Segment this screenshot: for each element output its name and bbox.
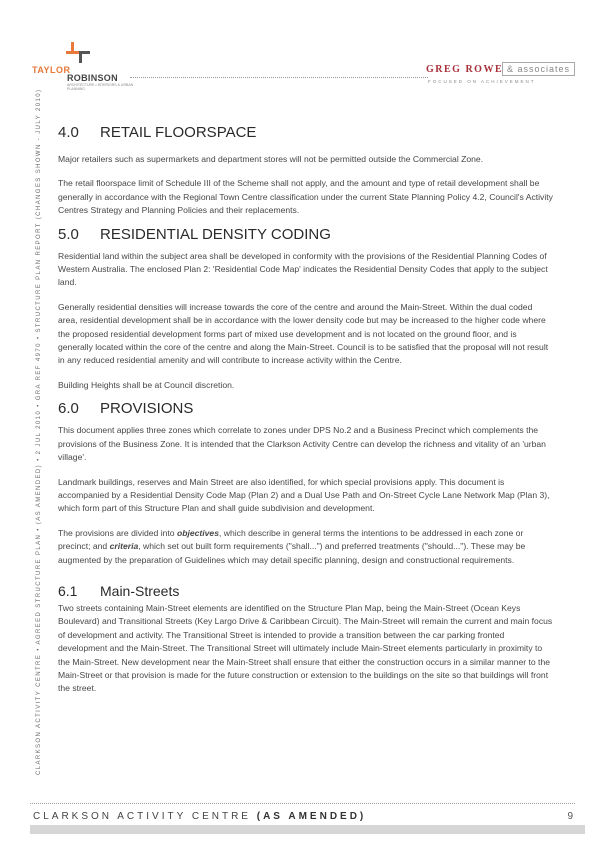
- logo-right-tagline: FOCUSED ON ACHIEVEMENT: [428, 79, 536, 84]
- greg-rowe-logo: [426, 62, 578, 90]
- paragraph-text: The provisions are divided into: [58, 527, 177, 538]
- page-number: 9: [567, 811, 573, 822]
- logo-left-line2: ROBINSON: [67, 73, 118, 83]
- section-4-heading: [58, 124, 553, 141]
- section-6-heading: [58, 400, 553, 417]
- section-number: 4.0: [58, 124, 79, 141]
- logo-right-name: GREG ROWE: [426, 64, 504, 75]
- term-objectives: objectives: [176, 527, 219, 538]
- section-6-1-heading: [58, 583, 553, 599]
- side-document-reference: CLARKSON ACTIVITY CENTRE • AGREED STRUCTURE PLAN • (AS AMENDED) • 2 JUL 2010 • GRA REF 4970 • STRUCTURE PLAN REPORT (CHANGES SHOWN - JULY 2010): [36, 88, 42, 775]
- paragraph: Major retailers such as supermarkets and department stores will not be permitted outside the Commercial Zone.: [58, 154, 484, 164]
- paragraph: [58, 527, 553, 567]
- footer-title-text: CLARKSON ACTIVITY CENTRE: [33, 811, 251, 822]
- paragraph: The retail floorspace limit of Schedule III of the Scheme shall not apply, and the amount and type of retail development shall be generally in accordance with the Regional Town Centre classification under the current State Planning Policy 4.2, Council's Activity Centres Strategy and Planning Policies and their replacements.: [58, 178, 553, 216]
- logo-left-tagline: ARCHITECTURE • INTERIORS & URBAN PLANNING: [67, 83, 134, 91]
- section-title: PROVISIONS: [100, 400, 194, 418]
- section-number: 6.1: [58, 582, 78, 599]
- section-number: 5.0: [58, 225, 79, 243]
- section-5-heading: [58, 226, 553, 243]
- paragraph: Building Heights shall be at Council discretion.: [58, 379, 235, 390]
- logo-right-assoc: & associates: [502, 62, 575, 76]
- section-title: RESIDENTIAL DENSITY CODING: [100, 225, 331, 243]
- taylor-robinson-mark-icon: [66, 42, 90, 62]
- term-criteria: criteria: [109, 541, 139, 552]
- taylor-robinson-logo: [30, 42, 140, 92]
- paragraph: This document applies three zones which correlate to zones under DPS No.2 and a Business Precinct which complements the provisions of the Business Zone. It is intended that the Clarkson Activity Centre can develop the richness and vitality of an 'urban village'.: [58, 425, 546, 463]
- footer-divider: [30, 803, 575, 804]
- footer-title: [33, 811, 366, 822]
- paragraph: Generally residential densities will increase towards the core of the centre and around the Main-Street. Within the dual coded area, residential development shall be in accordance with the lower density code but may be increased to the higher code where the proposed residential development forms part of mixed use development and is not located on the ground floor, and is generally located within the core of the centre and along the Main-Street. Council is to be satisfied that the proposal will not result in any reduced residential amenity and will contribute to increase activity within the Centre.: [58, 301, 549, 366]
- logo-left-line1: TAYLOR: [32, 65, 71, 75]
- section-title: RETAIL FLOORSPACE: [100, 124, 257, 141]
- paragraph-text: , which describe in general terms the intentions to be addressed in each zone or precinct; and: [58, 527, 524, 552]
- section-title: Main-Streets: [100, 582, 180, 599]
- footer-title-bold: (AS AMENDED): [256, 811, 367, 822]
- section-number: 6.0: [58, 400, 79, 418]
- document-body: [58, 120, 553, 696]
- paragraph: Two streets containing Main-Street elements are identified on the Structure Plan Map, being the Main-Street (Ocean Keys Boulevard) and Transitional Streets (Key Largo Drive & Caribbean Circuit). The Main-Street will remain the current and main focus of development and activity. The Transitional Street is intended to provide a transition between the car parking fronted development and the Main-Street. The Transitional Street will ultimately include Main-Street elements particularly in proximity to the Main-Street. New development near the Main-Street shall ensure that either the construction occurs in a similar manner to the Main-Street or that provision is made for the future construction or extension to the buildings on the site so that buildings will front the street.: [58, 602, 553, 694]
- header-divider: [130, 77, 428, 78]
- paragraph: Landmark buildings, reserves and Main Street are also identified, for which special provisions apply. This document is accompanied by a Residential Density Code Map (Plan 2) and a Dual Use Path and On-Street Cycle Lane Network Map (Plan 3), which form part of this Structure Plan and shall guide subdivision and development.: [58, 476, 550, 514]
- footer-bar: [30, 825, 585, 834]
- paragraph-text: , which set out built form requirements ("shall...") and preferred treatments ("should..."). These may be augmented by the preparation of Guidelines which may detail specific planning, design and constructional requirements.: [58, 541, 526, 565]
- paragraph: Residential land within the subject area shall be developed in conformity with the provisions of the Residential Planning Codes of Western Australia. The enclosed Plan 2: 'Residential Code Map' indicates the Residential Density Codes that apply to the subject land.: [58, 250, 548, 288]
